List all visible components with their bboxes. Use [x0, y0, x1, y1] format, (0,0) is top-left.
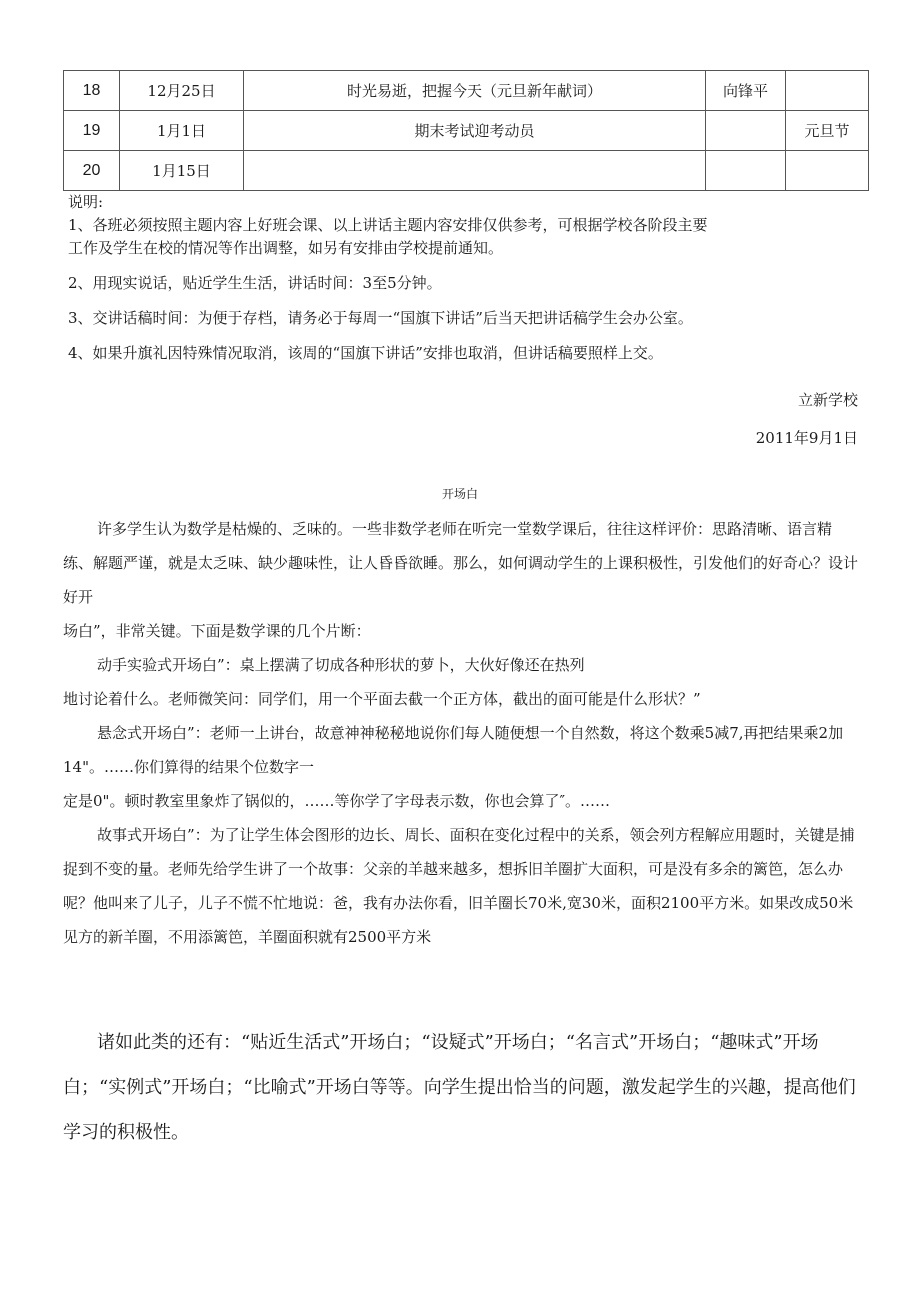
row-note: [786, 151, 869, 191]
note-item-2: 2、用现实说话，贴近学生生活，讲话时间：3至5分钟。: [68, 274, 442, 292]
row-note: 元旦节: [786, 111, 869, 151]
note-item-1-line-1: 1、各班必须按照主题内容上好班会课、以上讲话主题内容安排仅供参考，可根据学校各阶段主要: [68, 216, 708, 234]
signature-school: 立新学校: [797, 391, 858, 409]
row-note: [786, 71, 869, 111]
notes-heading: 说明:: [68, 193, 104, 211]
row-number: 18: [64, 71, 120, 111]
row-speaker: 向锋平: [706, 71, 786, 111]
row-number: 19: [64, 111, 120, 151]
essay-paragraph: 许多学生认为数学是枯燥的、乏味的。一些非数学老师在听完一堂数学课后，往往这样评价：思路清晰、语言精练、解题严谨，就是太乏味、缺少趣味性，让人昏昏欲睡。那么，如何调动学生的上课积极性，引发他们的好奇心？设计好开: [63, 520, 859, 606]
row-date: 12月25日: [120, 71, 244, 111]
row-date: 1月15日: [120, 151, 244, 191]
essay-paragraph: 悬念式开场白”：老师一上讲台，故意神神秘秘地说你们每人随便想一个自然数，将这个数乘5减7,再把结果乘2加14"。……你们算得的结果个位数字一: [63, 724, 844, 776]
essay-paragraph: 故事式开场白”：为了让学生体会图形的边长、周长、面积在变化过程中的关系，领会列方程解应用题时，关键是捕捉到不变的量。老师先给学生讲了一个故事：父亲的羊越来越多，想拆旧羊圈扩大面积，可是没有多余的篱笆，怎么办呢？他叫来了儿子，儿子不慌不忙地说：爸，我有办法你看，旧羊圈长70米,宽30米，面积2100平方米。如果改成50米见方的新羊圈，不用添篱笆，羊圈面积就有2500平方米: [63, 826, 855, 946]
essay-title: 开场白: [441, 487, 478, 501]
note-item-4: 4、如果升旗礼因特殊情况取消，该周的“国旗下讲话”安排也取消，但讲话稿要照样上交。: [68, 344, 663, 362]
row-number: 20: [64, 151, 120, 191]
table-row: [64, 151, 869, 191]
closing-paragraph: 诸如此类的还有：“贴近生活式”开场白；“设疑式”开场白；“名言式”开场白；“趣味式”开场白；“实例式”开场白；“比喻式”开场白等等。向学生提出恰当的问题，激发起学生的兴趣，提高他们学习的积极性。: [63, 1032, 856, 1143]
table-row: [64, 71, 869, 111]
essay-body: [63, 512, 859, 954]
closing-paragraph-block: [63, 1020, 859, 1155]
row-speaker: [706, 111, 786, 151]
row-date: 1月1日: [120, 111, 244, 151]
essay-paragraph: 动手实验式开场白”：桌上摆满了切成各种形状的萝卜，大伙好像还在热列: [97, 656, 585, 674]
note-item-1-line-2: 工作及学生在校的情况等作出调整，如另有安排由学校提前通知。: [68, 239, 504, 257]
row-topic: [244, 151, 706, 191]
row-speaker: [706, 151, 786, 191]
row-topic: 期末考试迎考动员: [244, 111, 706, 151]
schedule-table: [63, 70, 869, 191]
note-item-3: 3、交讲话稿时间：为便于存档，请务必于每周一“国旗下讲话”后当天把讲话稿学生会办公室。: [68, 309, 693, 327]
essay-paragraph: 场白”，非常关键。下面是数学课的几个片断：: [63, 622, 371, 640]
row-topic: 时光易逝，把握今天（元旦新年献词）: [244, 71, 706, 111]
signature-date: 2011年9月1日: [755, 429, 858, 447]
essay-paragraph: 定是0"。顿时教室里象炸了锅似的，……等你学了字母表示数，你也会算了″。……: [63, 792, 611, 810]
table-row: [64, 111, 869, 151]
notes-section: [68, 191, 788, 365]
essay-paragraph: 地讨论着什么。老师微笑问：同学们，用一个平面去截一个正方体，截出的面可能是什么形状？”: [63, 690, 701, 708]
